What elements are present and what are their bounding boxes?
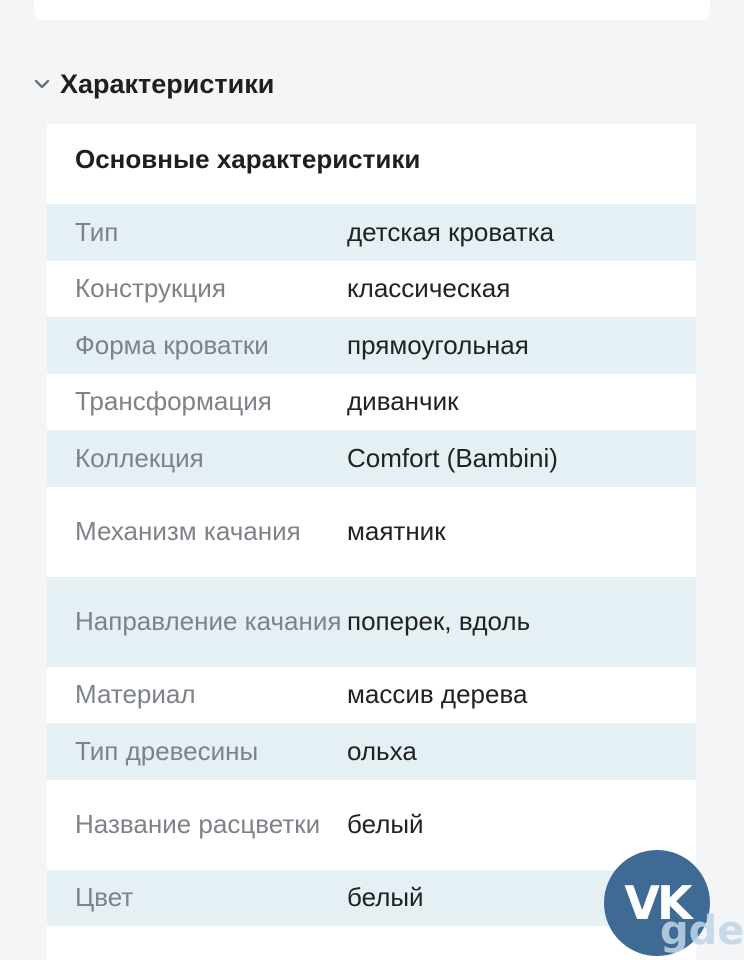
spec-value: ольха (347, 735, 417, 766)
spec-label: Конструкция (75, 273, 226, 304)
spec-row (47, 577, 696, 667)
card-title: Основные характеристики (75, 144, 421, 174)
spec-row (47, 870, 696, 927)
spec-value: белый (347, 882, 424, 913)
specs-section-toggle[interactable] (30, 62, 274, 106)
spec-label: Механизм качания (75, 516, 301, 546)
watermark: gde (660, 908, 744, 954)
spec-value: белый (347, 809, 424, 839)
spec-row (47, 430, 696, 487)
spec-label: Материал (75, 679, 196, 710)
spec-label: Форма кроватки (75, 329, 269, 360)
spec-label: Коллекция (75, 442, 204, 473)
spec-value: диванчик (347, 386, 459, 417)
spec-value: массив дерева (347, 679, 528, 710)
spec-label: Название расцветки (75, 809, 321, 839)
specs-table (47, 204, 696, 926)
spec-value: маятник (347, 516, 446, 546)
spec-value: поперек, вдоль (347, 606, 531, 636)
spec-label: Тип древесины (75, 735, 259, 766)
previous-section-card (34, 0, 710, 20)
spec-row (47, 667, 696, 724)
spec-label: Трансформация (75, 386, 272, 417)
vk-logo-text: VK (624, 876, 690, 930)
spec-row (47, 261, 696, 318)
spec-row (47, 723, 696, 780)
spec-row (47, 780, 696, 870)
spec-value: прямоугольная (347, 329, 529, 360)
spec-row (47, 374, 696, 431)
spec-value: Comfort (Bambini) (347, 442, 558, 473)
spec-value: детская кроватка (347, 216, 555, 247)
spec-label: Тип (75, 216, 119, 247)
spec-label: Цвет (75, 882, 134, 913)
spec-row (47, 487, 696, 577)
spec-label: Направление качания (75, 606, 342, 636)
spec-row (47, 317, 696, 374)
chevron-down-icon (30, 72, 54, 96)
spec-row (47, 204, 696, 261)
specs-card (47, 124, 696, 960)
section-title: Характеристики (60, 68, 275, 99)
spec-value: классическая (347, 273, 511, 304)
